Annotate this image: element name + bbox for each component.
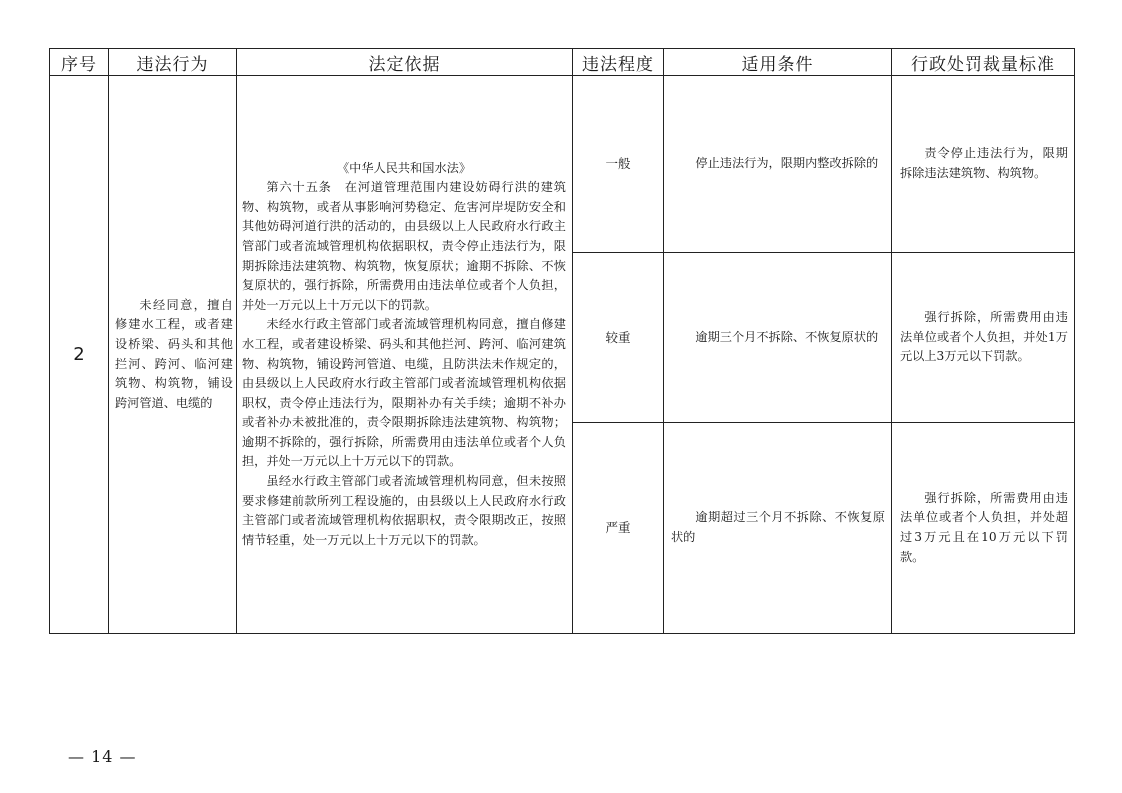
condition-severe (664, 423, 892, 634)
header-legal-basis: 法定依据 (237, 49, 573, 76)
table-header-row (50, 49, 1075, 76)
condition-general (664, 76, 892, 253)
header-penalty: 行政处罚裁量标准 (892, 49, 1075, 76)
header-seq: 序号 (50, 49, 109, 76)
condition-general-text: 停止违法行为，限期内整改拆除的 (695, 156, 879, 171)
violation-text: 未经同意，擅自修建水工程，或者建设桥梁、码头和其他拦河、跨河、临河建筑物、构筑物，铺设跨河管道、电缆的 (115, 297, 233, 410)
penalty-severe (892, 423, 1075, 634)
penalty-severe-text: 强行拆除，所需费用由违法单位或者个人负担，并处超过3万元且在10万元以下罚款。 (900, 490, 1068, 564)
penalty-serious (892, 253, 1075, 423)
header-severity: 违法程度 (573, 49, 664, 76)
legal-basis-cell (237, 76, 573, 634)
violation-cell (109, 76, 237, 634)
penalty-general (892, 76, 1075, 253)
law-paragraph-1: 第六十五条 在河道管理范围内建设妨碍行洪的建筑物、构筑物，或者从事影响河势稳定、危害河岸堤防安全和其他妨碍河道行洪的活动的，由县级以上人民政府水行政主管部门或者流域管理机构依据职权，责令停止违法行为，限期拆除违法建筑物、构筑物，恢复原状；逾期不拆除、不恢复原状的，强行拆除，所需费用由违法单位或者个人负担，并处一万元以上十万元以下的罚款。 (242, 180, 566, 312)
penalty-serious-text: 强行拆除，所需费用由违法单位或者个人负担，并处1万元以上3万元以下罚款。 (900, 310, 1068, 364)
table-row (50, 76, 1075, 253)
penalty-general-text: 责令停止违法行为，限期拆除违法建筑物、构筑物。 (900, 146, 1068, 180)
condition-serious-text: 逾期三个月不拆除、不恢复原状的 (695, 329, 879, 344)
condition-severe-text: 逾期超过三个月不拆除、不恢复原状的 (671, 510, 885, 544)
severity-severe: 严重 (573, 423, 664, 634)
row-seq: 2 (50, 76, 109, 634)
condition-serious (664, 253, 892, 423)
penalty-standard-table (49, 48, 1075, 634)
page-number: — 14 — (68, 747, 137, 766)
law-paragraph-3: 虽经水行政主管部门或者流域管理机构同意，但未按照要求修建前款所列工程设施的，由县级以上人民政府水行政主管部门或者流域管理机构依据职权，责令限期改正，按照情节轻重，处一万元以上十万元以下的罚款。 (242, 474, 566, 547)
severity-serious: 较重 (573, 253, 664, 423)
header-violation: 违法行为 (109, 49, 237, 76)
law-title: 《中华人民共和国水法》 (336, 160, 472, 175)
severity-general: 一般 (573, 76, 664, 253)
header-condition: 适用条件 (664, 49, 892, 76)
law-paragraph-2: 未经水行政主管部门或者流域管理机构同意，擅自修建水工程，或者建设桥梁、码头和其他拦河、跨河、临河建筑物、构筑物，铺设跨河管道、电缆，且防洪法未作规定的，由县级以上人民政府水行政主管部门或者流域管理机构依据职权，责令停止违法行为，限期补办有关手续；逾期不补办或者补办未被批准的，责令限期拆除违法建筑物、构筑物；逾期不拆除的，强行拆除，所需费用由违法单位或者个人负担，并处一万元以上十万元以下的罚款。 (242, 317, 566, 469)
